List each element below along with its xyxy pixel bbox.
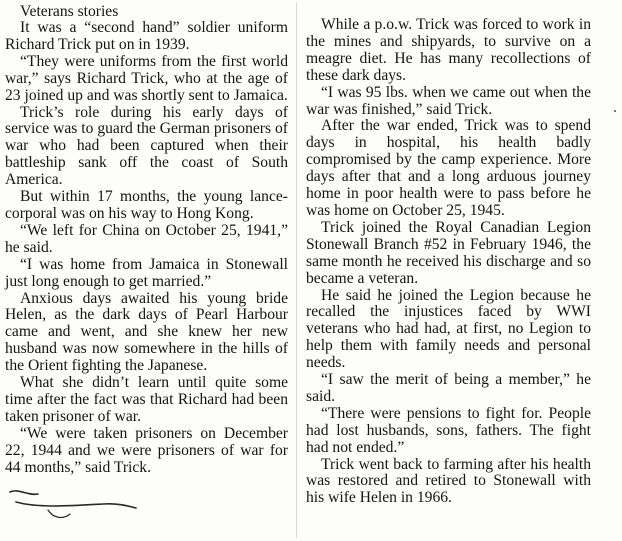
paragraph-after-war: After the war ended, Trick was to spend days in hospital, his health badly compromised by the camp experience. More days after that and a long arduous journey home in poor health were to pass before he was home on October 25, 1945. bbox=[306, 117, 591, 219]
paragraph-hong-kong: But within 17 months, the young lance-corporal was on his way to Hong Kong. bbox=[5, 188, 288, 222]
paragraph-prisoner-of-war: What she didn’t learn until quite some time after the fact was that Richard had been taken prisoner of war. bbox=[5, 374, 288, 425]
pen-scribble-mark bbox=[8, 484, 158, 524]
paragraph-first-world-war: “They were uniforms from the first world war,” says Richard Trick, who at the age of 23 joined up and was shortly sent to Jamaica. bbox=[5, 52, 288, 104]
paragraph-pow-work: While a p.o.w. Trick was forced to work in the mines and shipyards, to survive on a meagre diet. He has many recollections of these dark days. bbox=[306, 16, 591, 84]
paragraph-home-from-jamaica: “I was home from Jamaica in Stonewall just long enough to get married.” bbox=[5, 255, 288, 290]
stray-print-speck bbox=[614, 110, 616, 112]
pen-tail-stroke bbox=[48, 510, 70, 517]
column-divider bbox=[296, 2, 297, 538]
pen-underline-stroke bbox=[10, 491, 136, 508]
paragraph-95-lbs: “I was 95 lbs. when we came out when the war was finished,” said Trick. bbox=[306, 83, 591, 118]
paragraph-guard-duty: Trick’s role during his early days of service was to guard the German prisoners of war who had been captured when their battleship sank off the coast of South America. bbox=[5, 103, 288, 189]
paragraph-pensions: “There were pensions to fight for. People had lost husbands, sons, fathers. The fight had not ended.” bbox=[306, 404, 591, 456]
left-column bbox=[5, 3, 288, 476]
paragraph-retired: Trick went back to farming after his health was restored and retired to Stonewall with his wife Helen in 1966. bbox=[306, 455, 591, 507]
paragraph-taken-prisoners: “We were taken prisoners on December 22, 1944 and we were prisoners of war for 44 months,” said Trick. bbox=[5, 424, 288, 476]
paragraph-joined-legion: Trick joined the Royal Canadian Legion Stonewall Branch #52 in February 1946, the same month he received his discharge and so became a veteran. bbox=[306, 218, 591, 287]
article-heading: Veterans stories bbox=[20, 3, 119, 20]
paragraph-injustices: He said he joined the Legion because he recalled the injustices faced by WWI veterans who had had, at first, no Legion to help them with family needs and personal needs. bbox=[306, 286, 591, 372]
paragraph-merit: “I saw the merit of being a member,” he said. bbox=[306, 371, 591, 405]
paragraph-anxious-days: Anxious days awaited his young bride Helen, as the dark days of Pearl Harbour came and went, and she knew her new husband was now somewhere in the hills of the Orient fighting the Japanese. bbox=[5, 289, 288, 375]
right-column bbox=[306, 17, 591, 507]
paragraph-uniform: It was a “second hand” soldier uniform Richard Trick put on in 1939. bbox=[5, 19, 288, 53]
paragraph-left-for-china: “We left for China on October 25, 1941,” he said. bbox=[5, 221, 288, 256]
